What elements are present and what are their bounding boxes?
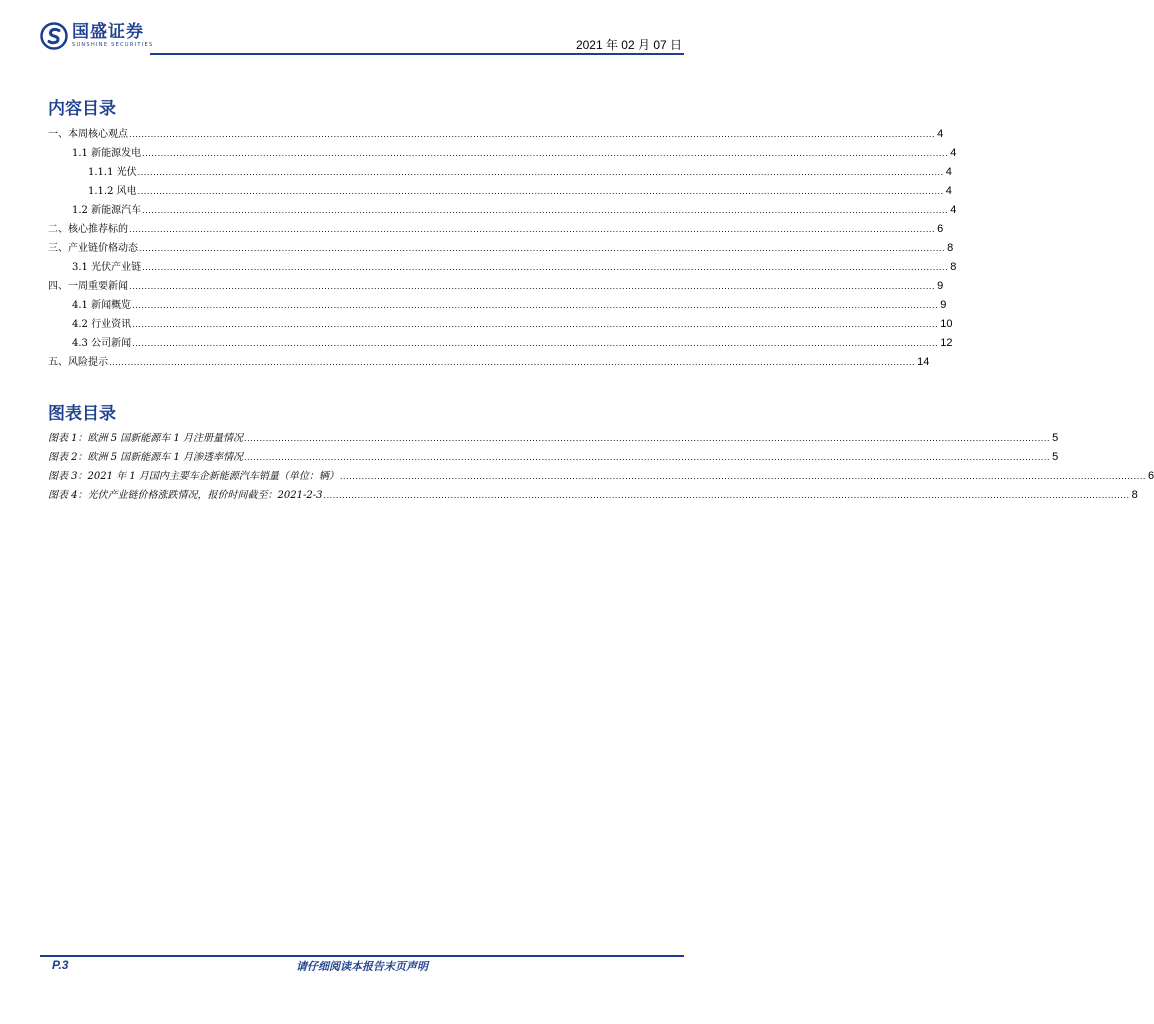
figure-list: [48, 429, 1154, 505]
dot-leader: ....................................................................................................................................................................................................................................................................: [137, 167, 944, 177]
toc-entry[interactable]: [48, 182, 952, 201]
toc-entry-label: 3.1 光伏产业链: [72, 262, 142, 273]
dot-leader: ....................................................................................................................................................................................................................................................................: [129, 281, 936, 291]
report-date: 2021 年 02 月 07 日: [575, 38, 682, 52]
toc-entry-label: 4.3 公司新闻: [72, 338, 132, 349]
disclaimer-note: 请仔细阅读本报告末页声明: [296, 960, 428, 973]
toc-entry-label: 四、一周重要新闻: [48, 281, 128, 292]
figure-entry-page: 6: [1148, 470, 1154, 482]
toc-entry[interactable]: [48, 163, 952, 182]
toc-entry-label: 一、本周核心观点: [48, 129, 128, 140]
dot-leader: ....................................................................................................................................................................................................................................................................: [323, 490, 1130, 500]
toc-entry-label: 4.2 行业资讯: [72, 319, 132, 330]
figure-entry[interactable]: [48, 486, 1138, 505]
dot-leader: ....................................................................................................................................................................................................................................................................: [139, 243, 946, 253]
figure-entry-label: 图表 3：2021 年 1 月国内主要车企新能源汽车销量（单位：辆）: [48, 471, 339, 482]
sunshine-securities-logo-icon: [40, 22, 68, 50]
dot-leader: ....................................................................................................................................................................................................................................................................: [109, 357, 916, 367]
toc-entry-label: 二、核心推荐标的: [48, 224, 128, 235]
brand-subtitle: SUNSHINE SECURITIES: [72, 42, 154, 48]
figure-entry-label: 图表 4：光伏产业链价格涨跌情况，报价时间截至：2021-2-3: [48, 490, 323, 501]
toc-entry[interactable]: [48, 296, 947, 315]
dot-leader: ....................................................................................................................................................................................................................................................................: [243, 452, 1051, 462]
toc-entry-page: 12: [940, 337, 953, 349]
header-divider: [150, 53, 684, 55]
dot-leader: ....................................................................................................................................................................................................................................................................: [132, 338, 939, 348]
toc-entry[interactable]: [48, 125, 944, 144]
toc-list: [48, 125, 957, 372]
toc-entry[interactable]: [48, 239, 954, 258]
toc-entry[interactable]: [48, 315, 953, 334]
figure-entry-page: 5: [1052, 432, 1059, 444]
toc-entry-page: 4: [945, 166, 952, 178]
toc-entry-page: 4: [945, 185, 952, 197]
toc-entry-label: 五、风险提示: [48, 357, 108, 368]
toc-entry-label: 4.1 新闻概览: [72, 300, 132, 311]
figure-entry[interactable]: [48, 467, 1154, 486]
figure-entry-page: 5: [1052, 451, 1059, 463]
toc-entry-page: 6: [937, 223, 944, 235]
toc-entry-label: 1.1.1 光伏: [88, 167, 137, 178]
dot-leader: ....................................................................................................................................................................................................................................................................: [339, 471, 1147, 481]
dot-leader: ....................................................................................................................................................................................................................................................................: [129, 129, 936, 139]
toc-entry[interactable]: [48, 220, 944, 239]
dot-leader: ....................................................................................................................................................................................................................................................................: [243, 433, 1051, 443]
toc-entry[interactable]: [48, 277, 944, 296]
toc-entry-label: 1.2 新能源汽车: [72, 205, 142, 216]
dot-leader: ....................................................................................................................................................................................................................................................................: [129, 224, 936, 234]
toc-entry[interactable]: [48, 353, 930, 372]
toc-entry-label: 三、产业链价格动态: [48, 243, 138, 254]
toc-title: 内容目录: [48, 99, 116, 119]
toc-entry-page: 4: [950, 147, 957, 159]
toc-entry-label: 1.1.2 风电: [88, 186, 137, 197]
toc-entry[interactable]: [48, 144, 957, 163]
page-header: [40, 20, 684, 54]
toc-entry-page: 8: [947, 242, 954, 254]
toc-entry[interactable]: [48, 258, 957, 277]
toc-entry-page: 10: [940, 318, 953, 330]
brand-name: 国盛证券: [72, 22, 144, 42]
dot-leader: ....................................................................................................................................................................................................................................................................: [132, 300, 939, 310]
toc-entry-page: 8: [950, 261, 957, 273]
figure-entry[interactable]: [48, 429, 1059, 448]
toc-entry-page: 4: [950, 204, 957, 216]
toc-entry[interactable]: [48, 201, 957, 220]
dot-leader: ....................................................................................................................................................................................................................................................................: [142, 262, 949, 272]
toc-entry-page: 14: [917, 356, 930, 368]
figure-list-title: 图表目录: [48, 404, 116, 424]
toc-entry-page: 9: [940, 299, 947, 311]
toc-entry-label: 1.1 新能源发电: [72, 148, 142, 159]
figure-entry-label: 图表 1：欧洲 5 国新能源车 1 月注册量情况: [48, 433, 243, 444]
dot-leader: ....................................................................................................................................................................................................................................................................: [142, 148, 949, 158]
toc-entry-page: 4: [937, 128, 944, 140]
dot-leader: ....................................................................................................................................................................................................................................................................: [132, 319, 939, 329]
toc-entry[interactable]: [48, 334, 953, 353]
dot-leader: ....................................................................................................................................................................................................................................................................: [142, 205, 949, 215]
page-number: P.3: [52, 958, 69, 972]
dot-leader: ....................................................................................................................................................................................................................................................................: [137, 186, 944, 196]
brand-logo: [40, 22, 153, 54]
figure-entry[interactable]: [48, 448, 1059, 467]
toc-entry-page: 9: [937, 280, 944, 292]
footer-divider: [40, 955, 684, 957]
figure-entry-page: 8: [1131, 489, 1138, 501]
figure-entry-label: 图表 2：欧洲 5 国新能源车 1 月渗透率情况: [48, 452, 243, 463]
